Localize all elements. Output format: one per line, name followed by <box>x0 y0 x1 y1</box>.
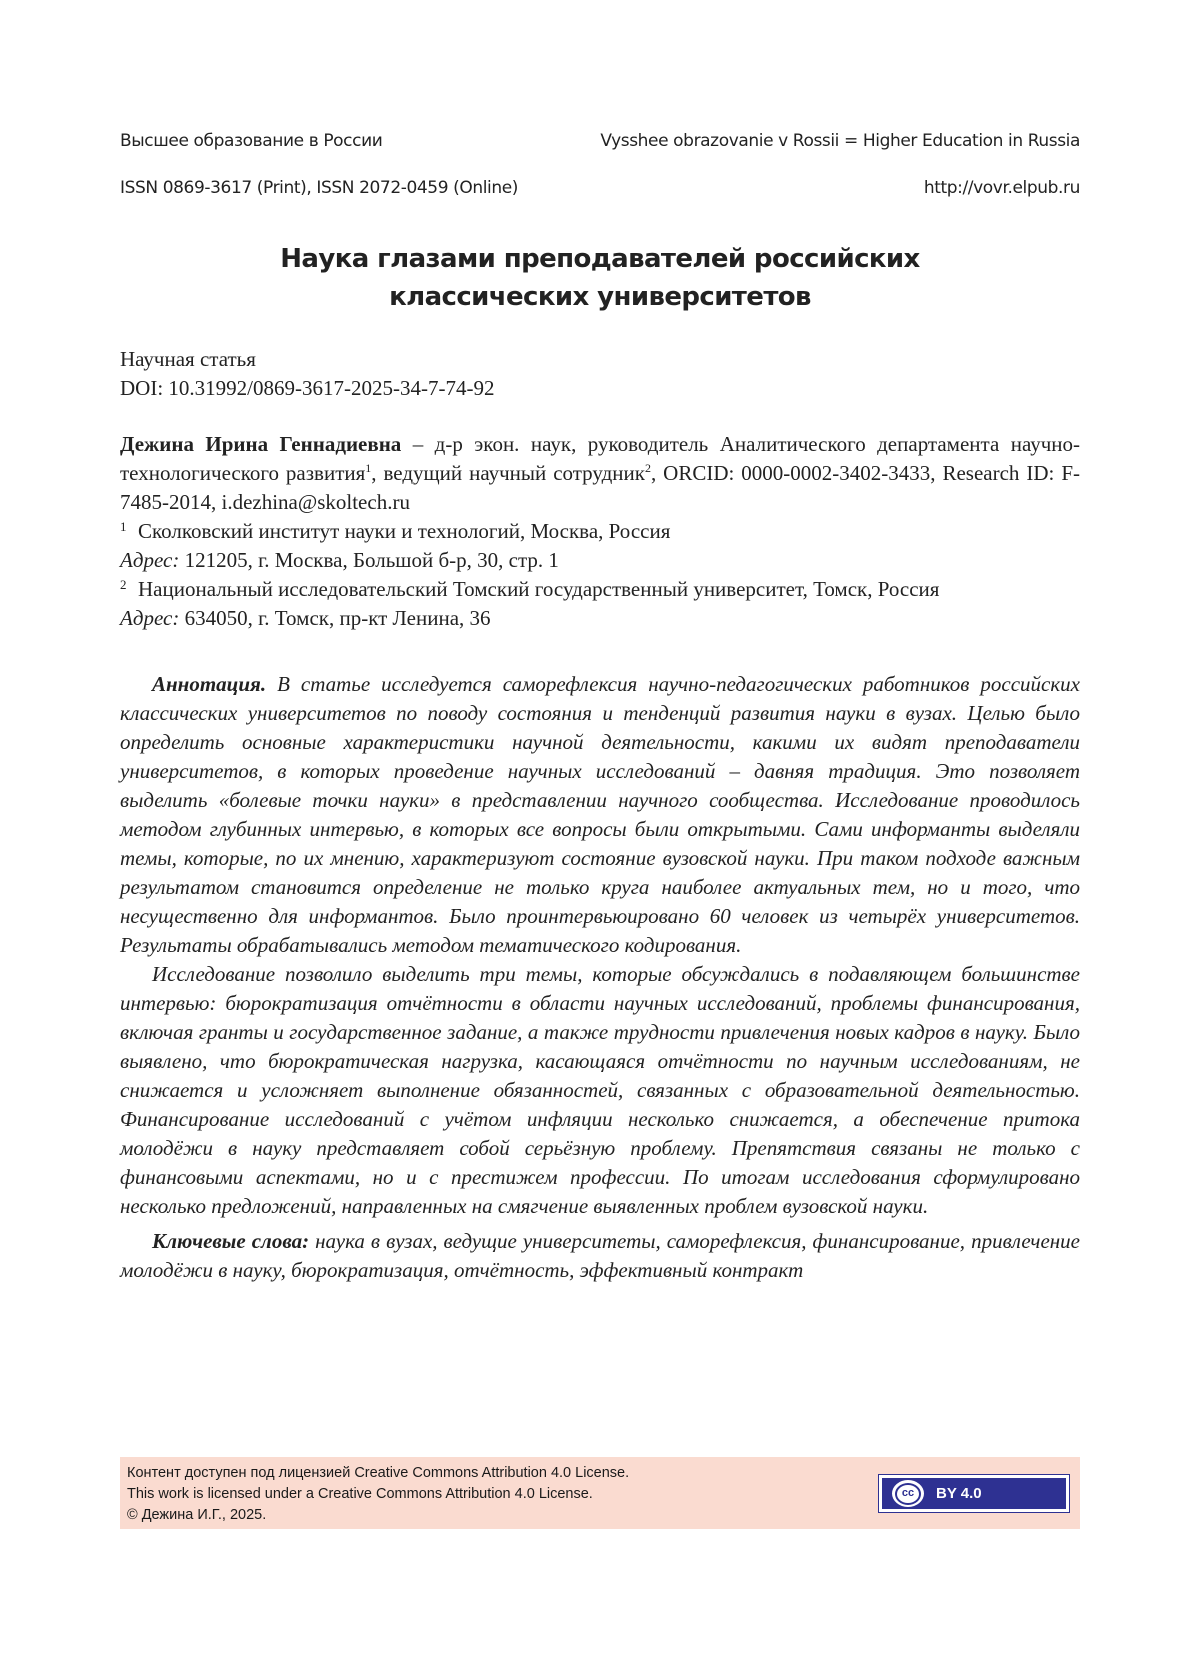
author-sup-2: 2 <box>644 461 651 475</box>
affiliation-2-num: 2 <box>120 577 127 592</box>
cc-badge-text: BY 4.0 <box>936 1485 982 1502</box>
cc-badge-inner <box>882 1478 1066 1509</box>
issn-header <box>120 178 1080 198</box>
author-block <box>120 430 1080 633</box>
affiliation-2 <box>120 575 1080 604</box>
cc-ring: cc <box>895 1483 921 1505</box>
address-label: Адрес: <box>120 606 180 630</box>
address-label: Адрес: <box>120 548 180 572</box>
doi[interactable]: DOI: 10.31992/0869-3617-2025-34-7-74-92 <box>120 376 495 400</box>
keywords <box>120 1227 1080 1285</box>
affiliation-2-org: Национальный исследовательский Томский государственный университет, Томск, Россия <box>138 577 940 601</box>
abstract-paragraph-2: Исследование позволило выделить три темы, которые обсуждались в подавляющем большинстве интервью: бюрократизация отчётности в области научных исследований, проблемы финансирования, включая гранты и государственное задание, а также трудности привлечения новых кадров в науку. Было выявлено, что бюрократическая нагрузка, касающаяся отчётности по научным исследованиям, не снижается и усложняет выполнение обязанностей, связанных с образовательной деятельностью. Финансирование исследований с учётом инфляции несколько снижается, а обеспечение притока молодёжи в науку представляет собой серьёзную проблему. Препятствия связаны не только с финансовыми аспектами, но и с престижем профессии. По итогам исследования сформулировано несколько предложений, направленных на смягчение выявленных проблем вузовской науки. <box>120 962 1080 1218</box>
title-line-2: классических университетов <box>389 282 811 312</box>
journal-url[interactable]: http://vovr.elpub.ru <box>923 178 1080 198</box>
cc-icon <box>892 1480 924 1507</box>
address-value: 121205, г. Москва, Большой б-р, 30, стр. 1 <box>179 548 559 572</box>
abstract <box>120 670 1080 1285</box>
article-type: Научная статья <box>120 347 256 371</box>
affiliation-1-org: Сколковский институт науки и технологий, Москва, Россия <box>138 519 671 543</box>
affiliation-1-num: 1 <box>120 519 127 534</box>
license-line-ru: Контент доступен под лицензией Creative Commons Attribution 4.0 License. <box>127 1465 630 1481</box>
cc-by-badge[interactable] <box>878 1474 1070 1513</box>
keywords-text: наука в вузах, ведущие университеты, саморефлексия, финансирование, привлечение молодёжи в науку, бюрократизация, отчётность, эффективный контракт <box>120 1229 1081 1282</box>
title-line-1: Наука глазами преподавателей российских <box>280 244 920 274</box>
copyright: © Дежина И.Г., 2025. <box>127 1507 267 1523</box>
license-text <box>127 1463 629 1526</box>
keywords-label: Ключевые слова: <box>152 1229 310 1253</box>
address-value: 634050, г. Томск, пр-кт Ленина, 36 <box>179 606 491 630</box>
affiliation-1-address <box>120 546 1080 575</box>
affiliation-2-address <box>120 604 1080 633</box>
license-line-en: This work is licensed under a Creative Commons Attribution 4.0 License. <box>127 1486 593 1502</box>
issn: ISSN 0869-3617 (Print), ISSN 2072-0459 (Online) <box>120 178 519 198</box>
abstract-paragraph-1 <box>120 670 1080 960</box>
article-meta <box>120 345 1080 403</box>
author-desc-2: , ведущий научный сотрудник <box>371 461 645 485</box>
running-header <box>120 131 1080 151</box>
journal-name-ru: Высшее образование в России <box>120 131 383 151</box>
author-name: Дежина Ирина Геннадиевна <box>120 432 402 456</box>
abstract-label: Аннотация. <box>152 672 267 696</box>
article-title <box>120 240 1080 316</box>
author-desc-1: – д-р экон. наук, руководитель Аналитического департамента научно-технологического развития <box>120 432 1080 485</box>
author-sup-1: 1 <box>365 461 372 475</box>
license-box <box>120 1457 1080 1529</box>
author-desc-3: , ORCID: 0000-0002-3402-3433, Research ID: F-7485-2014, i.dezhina@skoltech.ru <box>120 461 1081 514</box>
abstract-text-1: В статье исследуется саморефлексия научно-педагогических работников российских классических университетов по поводу состояния и тенденций развития науки в вузах. Целью было определить основные характеристики научной деятельности, какими их видят преподаватели университетов, в которых проведение научных исследований – давняя традиция. Это позволяет выделить «болевые точки науки» в представлении научного сообщества. Исследование проводилось методом глубинных интервью, в которых все вопросы были открытыми. Сами информанты выделяли темы, которые, по их мнению, характеризуют состояние вузовской науки. При таком подходе важным результатом становится определение не только круга наиболее актуальных тем, но и того, что несущественно для информантов. Было проинтервьюировано 60 человек из четырёх университетов. Результаты обрабатывались методом тематического кодирования. <box>120 672 1080 957</box>
journal-name-en: Vysshee obrazovanie v Rossii = Higher Education in Russia <box>600 131 1080 151</box>
affiliation-1 <box>120 517 1080 546</box>
author-info <box>120 430 1080 517</box>
